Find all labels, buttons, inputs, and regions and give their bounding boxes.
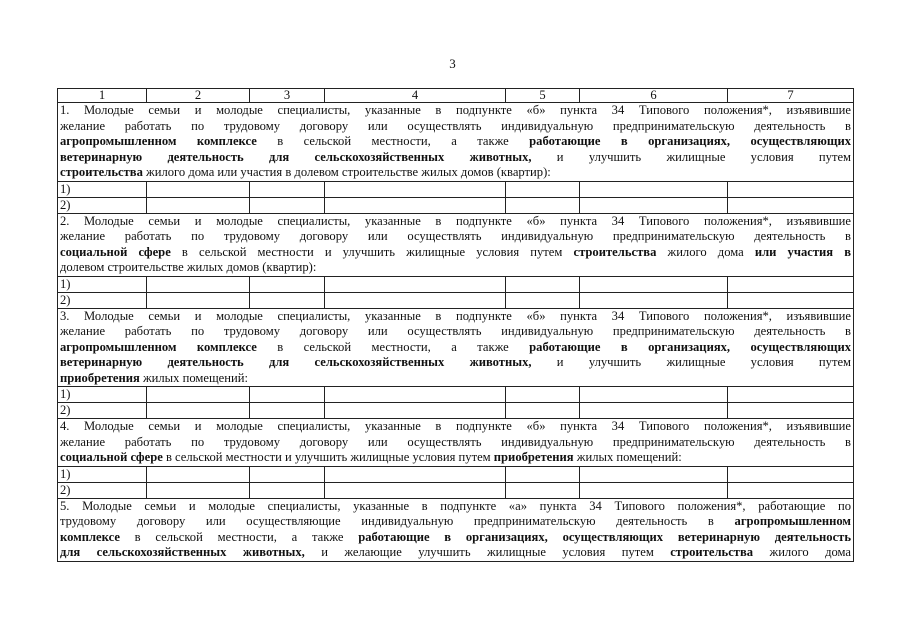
bold-text: работающие в организациях, осуществляющих: [529, 134, 851, 148]
bold-text: строительства: [573, 244, 657, 259]
table-cell: [147, 292, 250, 308]
section-text-line: [60, 309, 851, 325]
column-header: 4: [325, 89, 506, 103]
table-cell: [250, 276, 325, 292]
table-cell: [580, 403, 728, 419]
section-text-line: [60, 134, 851, 150]
section-text-line: [60, 435, 851, 451]
table-row: [58, 466, 854, 482]
section-text-line: [60, 450, 851, 466]
table-row: [58, 387, 854, 403]
text-span: и улучшить жилищные условия путем: [531, 355, 852, 369]
text-span: долевом строительстве жилых домов (квартир):: [60, 260, 317, 274]
table-cell: [250, 482, 325, 498]
text-span: желание работать по трудовому договору или осуществлять индивидуальную предпринимательскую деятельность в: [60, 434, 851, 449]
table-cell: [325, 276, 506, 292]
table-cell: [506, 292, 580, 308]
table-cell: [580, 292, 728, 308]
bold-text: строительства: [670, 545, 754, 559]
section-text-line: [60, 514, 851, 530]
table-cell: [728, 403, 854, 419]
table-cell: [147, 466, 250, 482]
table-cell: [147, 387, 250, 403]
table-cell: [728, 197, 854, 213]
section-text-line: [60, 260, 851, 276]
table-cell: [580, 181, 728, 197]
text-span: и желающие улучшить жилищные условия путем: [304, 545, 671, 559]
table-cell: [147, 197, 250, 213]
table-cell: [506, 276, 580, 292]
section-text-line: [60, 324, 851, 340]
table-cell: [250, 466, 325, 482]
text-span: в сельской местности и улучшить жилищные условия путем: [170, 244, 574, 259]
section-heading: [58, 308, 854, 387]
text-span: жилых помещений:: [139, 370, 248, 385]
text-span: в сельской местности, а также: [256, 339, 530, 354]
text-span: жилого дома: [753, 545, 852, 559]
table-cell: [506, 197, 580, 213]
table-row: [58, 181, 854, 197]
bold-text: приобретения: [493, 450, 574, 464]
text-span: в сельской местности, а также: [256, 134, 530, 148]
bold-text: работающие в организациях, осуществляющих: [529, 339, 851, 354]
text-span: 3. Молодые семьи и молодые специалисты, указанные в подпункте «б» пункта 34 Типового положения*, изъявившие: [60, 308, 851, 323]
text-span: в сельской местности и улучшить жилищные условия путем: [162, 450, 494, 464]
text-span: 5. Молодые семьи и молодые специалисты, указанные в подпункте «а» пункта 34 Типового положения*, работающие по: [60, 498, 851, 513]
row-number-cell: 2): [58, 197, 147, 213]
section-heading: [58, 103, 854, 182]
section-text-line: [60, 340, 851, 356]
table-cell: [325, 482, 506, 498]
table-header-row: [58, 89, 854, 103]
row-number-cell: 1): [58, 181, 147, 197]
table-cell: [325, 181, 506, 197]
table-cell: [728, 387, 854, 403]
section-heading-row: [58, 419, 854, 467]
table-cell: [250, 181, 325, 197]
table-row: [58, 292, 854, 308]
table-cell: [506, 403, 580, 419]
column-header: 3: [250, 89, 325, 103]
column-header: 1: [58, 89, 147, 103]
table-cell: [325, 387, 506, 403]
table-cell: [147, 276, 250, 292]
bold-text: строительства: [60, 165, 143, 179]
table-cell: [250, 387, 325, 403]
row-number-cell: 2): [58, 482, 147, 498]
section-text-line: [60, 419, 851, 435]
table-cell: [147, 403, 250, 419]
text-span: жилых помещений:: [573, 450, 682, 464]
text-span: трудовому договору или осуществляющие индивидуальную предпринимательскую деятельность в: [60, 514, 735, 528]
section-text-line: [60, 499, 851, 515]
column-header: 2: [147, 89, 250, 103]
bold-text: или участия в: [754, 244, 852, 259]
table-cell: [325, 197, 506, 213]
text-span: в сельской местности, а также: [119, 529, 359, 544]
table-cell: [580, 197, 728, 213]
page-number: 3: [449, 56, 456, 71]
bold-text: агропромышленном комплексе: [60, 134, 257, 148]
section-heading-row: [58, 103, 854, 182]
bold-text: агропромышленном: [734, 514, 851, 528]
text-span: 2. Молодые семьи и молодые специалисты, указанные в подпункте «б» пункта 34 Типового положения*, изъявившие: [60, 213, 851, 228]
section-text-line: [60, 371, 851, 387]
column-header: 5: [506, 89, 580, 103]
section-heading: [58, 498, 854, 561]
table-cell: [728, 181, 854, 197]
table-cell: [147, 482, 250, 498]
table-cell: [580, 482, 728, 498]
table-cell: [580, 466, 728, 482]
program-table: [57, 88, 854, 562]
section-text-line: [60, 530, 851, 546]
table-cell: [506, 181, 580, 197]
table-cell: [250, 403, 325, 419]
table-cell: [325, 403, 506, 419]
section-heading: [58, 419, 854, 467]
bold-text: комплексе: [60, 529, 120, 544]
text-span: желание работать по трудовому договору или осуществлять индивидуальную предпринимательскую деятельность в: [60, 229, 851, 243]
text-span: 4. Молодые семьи и молодые специалисты, указанные в подпункте «б» пункта 34 Типового положения*, изъявившие: [60, 419, 851, 433]
text-span: 1. Молодые семьи и молодые специалисты, указанные в подпункте «б» пункта 34 Типового положения*, изъявившие: [60, 103, 851, 117]
table-row: [58, 482, 854, 498]
section-heading: [58, 213, 854, 276]
table-cell: [325, 466, 506, 482]
table-cell: [250, 292, 325, 308]
section-text-line: [60, 103, 851, 119]
row-number-cell: 2): [58, 292, 147, 308]
table-cell: [506, 482, 580, 498]
bold-text: ветеринарную деятельность для сельскохозяйственных животных,: [60, 355, 532, 369]
table-row: [58, 197, 854, 213]
table-cell: [506, 387, 580, 403]
table-row: [58, 276, 854, 292]
table-cell: [147, 181, 250, 197]
section-text-line: [60, 214, 851, 230]
text-span: желание работать по трудовому договору или осуществлять индивидуальную предпринимательскую деятельность в: [60, 324, 851, 338]
table-cell: [728, 466, 854, 482]
table-cell: [325, 292, 506, 308]
column-header: 7: [728, 89, 854, 103]
row-number-cell: 1): [58, 387, 147, 403]
table-cell: [580, 387, 728, 403]
bold-text: приобретения: [60, 370, 140, 385]
row-number-cell: 1): [58, 276, 147, 292]
text-span: жилого дома: [656, 244, 755, 259]
text-span: жилого дома или участия в долевом строительстве жилых домов (квартир):: [142, 165, 551, 179]
table-cell: [250, 197, 325, 213]
section-text-line: [60, 150, 851, 166]
section-text-line: [60, 165, 851, 181]
text-span: желание работать по трудовому договору или осуществлять индивидуальную предпринимательскую деятельность в: [60, 118, 851, 133]
text-span: и улучшить жилищные условия путем: [531, 149, 852, 164]
table-row: [58, 403, 854, 419]
table-body: [58, 89, 854, 562]
bold-text: ветеринарную деятельность для сельскохозяйственных животных,: [60, 149, 532, 164]
bold-text: работающие в организациях, осуществляющих ветеринарную деятельность: [358, 529, 852, 544]
section-heading-row: [58, 213, 854, 276]
section-text-line: [60, 245, 851, 261]
bold-text: социальной сфере: [60, 244, 171, 259]
bold-text: для сельскохозяйственных животных,: [60, 545, 305, 559]
section-text-line: [60, 545, 851, 561]
row-number-cell: 2): [58, 403, 147, 419]
table-cell: [728, 276, 854, 292]
section-text-line: [60, 229, 851, 245]
section-heading-row: [58, 308, 854, 387]
table-cell: [728, 482, 854, 498]
table-cell: [728, 292, 854, 308]
bold-text: агропромышленном комплексе: [60, 339, 257, 354]
section-text-line: [60, 355, 851, 371]
row-number-cell: 1): [58, 466, 147, 482]
section-heading-row: [58, 498, 854, 561]
section-text-line: [60, 119, 851, 135]
bold-text: социальной сфере: [60, 450, 163, 464]
column-header: 6: [580, 89, 728, 103]
table-cell: [580, 276, 728, 292]
table-cell: [506, 466, 580, 482]
